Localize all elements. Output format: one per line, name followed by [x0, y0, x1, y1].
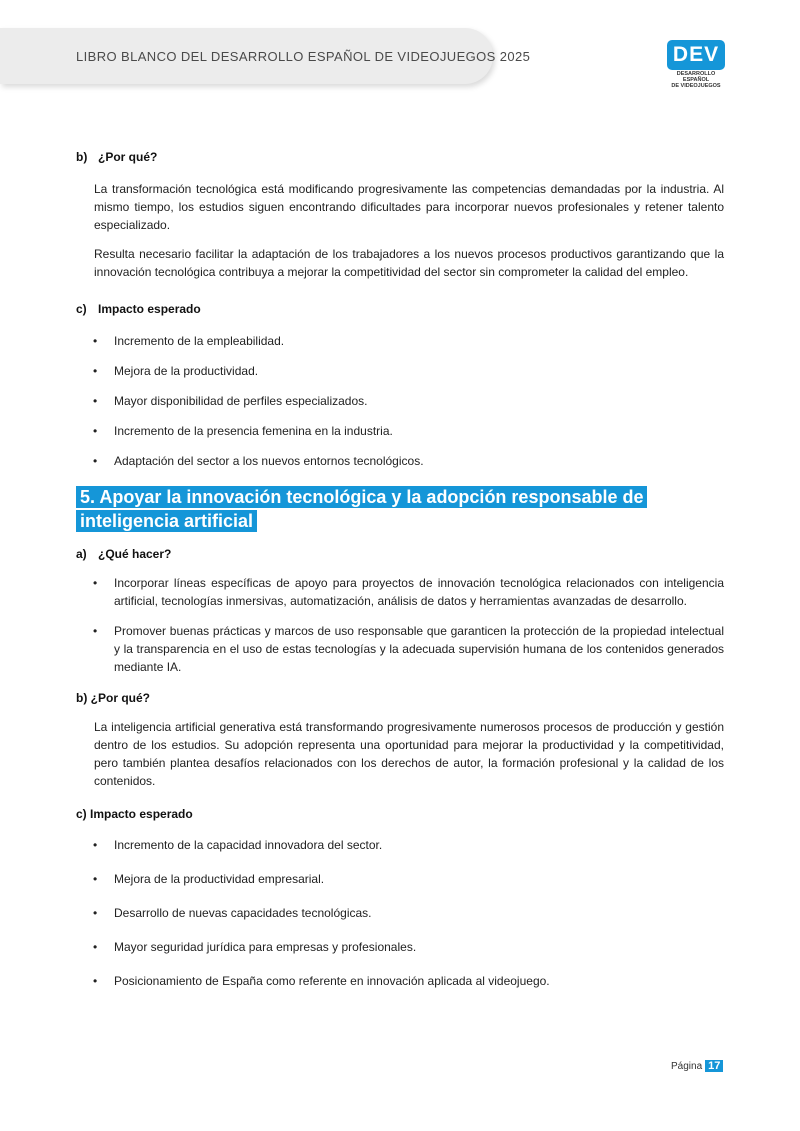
paragraph: La inteligencia artificial generativa está transformando progresivamente numerosos procesos de producción y gestión dentro de los estudios. Su adopción representa una oportunidad para mejorar la productividad y la competitividad, pero también plantea desafíos relacionados con los derechos de autor, la formación profesional y la calidad de los contenidos.: [94, 720, 724, 788]
list-item: • Desarrollo de nuevas capacidades tecnológicas.: [76, 904, 724, 922]
section-title: 5. Apoyar la innovación tecnológica y la adopción responsable de inteligencia artificial: [76, 485, 724, 533]
actions-list: [76, 574, 724, 676]
list-item: • Mejora de la productividad.: [76, 362, 724, 380]
subheading-what: a) ¿Qué hacer?: [76, 547, 172, 561]
paragraph: La transformación tecnológica está modificando progresivamente las competencias demandadas por la industria. Al mismo tiempo, los estudios siguen encontrando dificultades para incorporar nuevos profesionales y retener talento especializado.: [94, 182, 724, 232]
page-content: [76, 150, 724, 990]
subheading-impact: c) Impacto esperado: [76, 807, 193, 821]
list-item: • Mayor disponibilidad de perfiles especializados.: [76, 392, 724, 410]
page-number-badge: 17: [705, 1060, 723, 1072]
list-item: • Adaptación del sector a los nuevos entornos tecnológicos.: [76, 452, 724, 470]
list-item: • Mayor seguridad jurídica para empresas y profesionales.: [76, 938, 724, 956]
page-number: Página 17: [671, 1060, 723, 1072]
list-item: • Incremento de la presencia femenina en la industria.: [76, 422, 724, 440]
dev-logo: [667, 40, 725, 89]
list-item: • Promover buenas prácticas y marcos de uso responsable que garanticen la protección de la propiedad intelectual y la transparencia en el uso de estas tecnologías y la adecuada supervisión humana de los contenidos generados mediante IA.: [76, 622, 724, 676]
list-item: • Posicionamiento de España como referente en innovación aplicada al videojuego.: [76, 972, 724, 990]
subheading-why: b) ¿Por qué?: [76, 691, 150, 705]
document-title: LIBRO BLANCO DEL DESARROLLO ESPAÑOL DE VIDEOJUEGOS 2025: [76, 49, 531, 64]
list-item: • Incorporar líneas específicas de apoyo para proyectos de innovación tecnológica relacionados con inteligencia artificial, tecnologías inmersivas, automatización, análisis de datos y herramientas avanzadas de desarrollo.: [76, 574, 724, 610]
impact-list: [76, 332, 724, 470]
subheading-why: b) ¿Por qué?: [76, 150, 158, 164]
list-item: • Incremento de la empleabilidad.: [76, 332, 724, 350]
list-item: • Incremento de la capacidad innovadora del sector.: [76, 836, 724, 854]
logo-mark: DEV: [667, 40, 725, 70]
paragraph: Resulta necesario facilitar la adaptación de los trabajadores a los nuevos procesos productivos garantizando que la innovación tecnológica contribuya a mejorar la competitividad del sector sin comprometer la calidad del empleo.: [94, 247, 724, 279]
subheading-impact: c) Impacto esperado: [76, 302, 201, 316]
logo-subtitle: DESARROLLO ESPAÑOL DE VIDEOJUEGOS: [671, 71, 721, 89]
list-item: • Mejora de la productividad empresarial.: [76, 870, 724, 888]
impact-list: [76, 836, 724, 990]
